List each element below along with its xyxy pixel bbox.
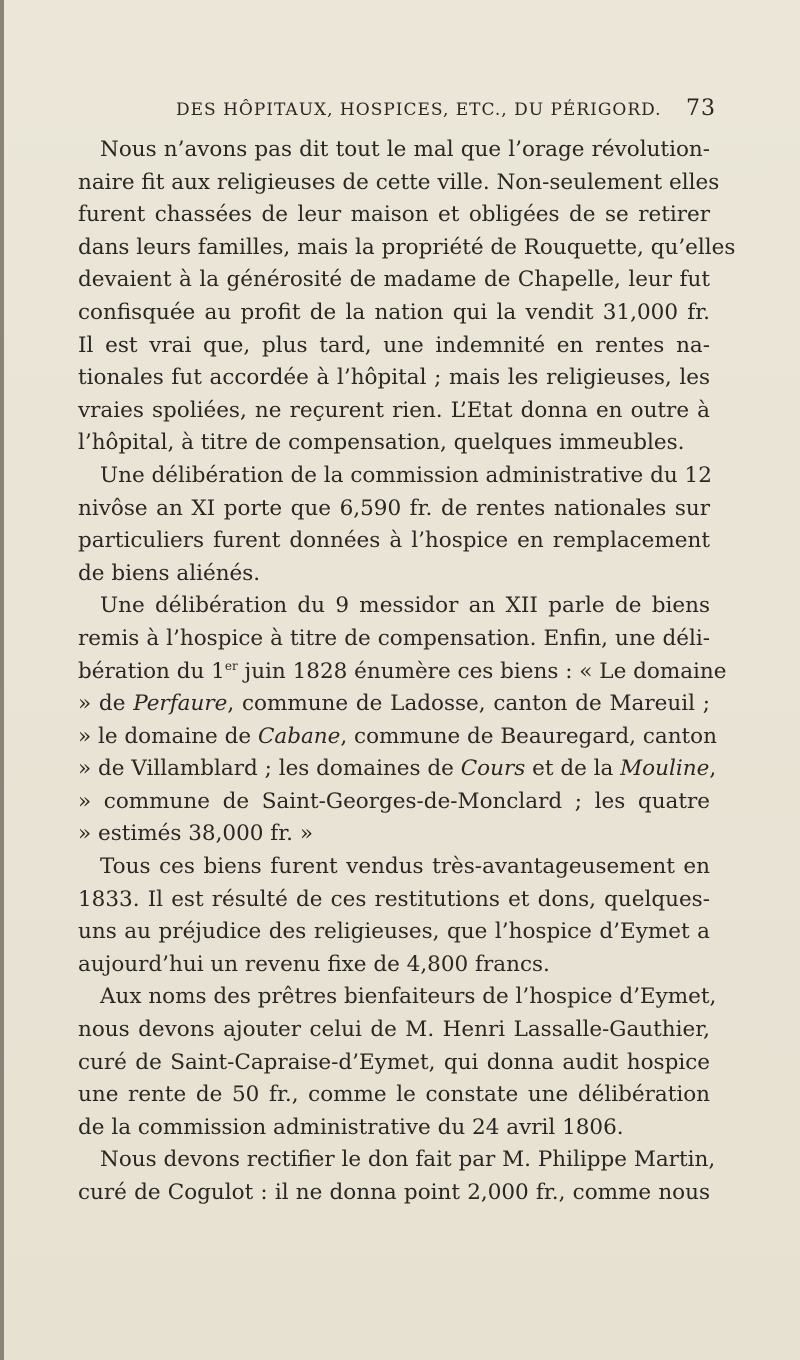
text-line: » estimés 38,000 fr. » bbox=[78, 821, 313, 847]
text-line: l’hôpital, à titre de compensation, quelques immeubles. bbox=[78, 430, 685, 456]
text-line: particuliers furent données à l’hospice en remplacement bbox=[78, 528, 710, 554]
text-line: bération du 1er juin 1828 énumère ces biens : « Le domaine bbox=[78, 658, 727, 684]
text-line: nous devons ajouter celui de M. Henri Lassalle-Gauthier, bbox=[78, 1017, 710, 1043]
text-line: Une délibération de la commission administrative du 12 bbox=[100, 462, 712, 488]
text-line: nivôse an XI porte que 6,590 fr. de rentes nationales sur bbox=[78, 495, 710, 521]
text-line: » commune de Saint-Georges-de-Monclard ; les quatre bbox=[78, 788, 710, 814]
text-line: » de Perfaure, commune de Ladosse, canton de Mareuil ; bbox=[78, 691, 710, 717]
text-line: furent chassées de leur maison et obligées de se retirer bbox=[78, 202, 710, 228]
text-line: Aux noms des prêtres bienfaiteurs de l’hospice d’Eymet, bbox=[100, 984, 717, 1010]
text-line: Tous ces biens furent vendus très-avantageusement en bbox=[100, 854, 710, 880]
text-line: naire fit aux religieuses de cette ville. Non-seulement elles bbox=[78, 169, 720, 195]
text-line: aujourd’hui un revenu fixe de 4,800 francs. bbox=[78, 951, 550, 977]
text-line: Il est vrai que, plus tard, une indemnité en rentes na- bbox=[78, 332, 710, 358]
text-line: une rente de 50 fr., comme le constate une délibération bbox=[78, 1082, 710, 1108]
running-title: DES HÔPITAUX, HOSPICES, ETC., DU PÉRIGORD. bbox=[176, 100, 662, 120]
text-line: vraies spoliées, ne reçurent rien. L’Etat donna en outre à bbox=[78, 397, 710, 423]
text-line: dans leurs familles, mais la propriété de Rouquette, qu’elles bbox=[78, 234, 736, 260]
text-line: uns au préjudice des religieuses, que l’hospice d’Eymet a bbox=[78, 919, 710, 945]
page-edge bbox=[0, 0, 4, 1360]
text-line: » le domaine de Cabane, commune de Beauregard, canton bbox=[78, 723, 717, 749]
text-line: de biens aliénés. bbox=[78, 560, 261, 586]
text-line: curé de Saint-Capraise-d’Eymet, qui donna audit hospice bbox=[78, 1049, 710, 1075]
text-line: devaient à la générosité de madame de Chapelle, leur fut bbox=[78, 267, 710, 293]
text-line: tionales fut accordée à l’hôpital ; mais les religieuses, les bbox=[78, 365, 710, 391]
text-line: Nous n’avons pas dit tout le mal que l’orage révolution- bbox=[100, 137, 710, 162]
text-line: remis à l’hospice à titre de compensation. Enfin, une déli- bbox=[78, 625, 710, 651]
body-text bbox=[78, 134, 736, 1210]
text-line: Une délibération du 9 messidor an XII parle de biens bbox=[100, 593, 710, 619]
page-header bbox=[176, 96, 716, 126]
page-number: 73 bbox=[686, 96, 716, 121]
text-line: 1833. Il est résulté de ces restitutions et dons, quelques- bbox=[78, 886, 710, 912]
text-line: confisquée au profit de la nation qui la vendit 31,000 fr. bbox=[78, 299, 710, 325]
text-line: de la commission administrative du 24 avril 1806. bbox=[78, 1114, 624, 1140]
text-line: curé de Cogulot : il ne donna point 2,000 fr., comme nous bbox=[78, 1180, 710, 1205]
text-line: » de Villamblard ; les domaines de Cours et de la Mouline, bbox=[78, 756, 717, 782]
text-line: Nous devons rectifier le don fait par M. Philippe Martin, bbox=[100, 1147, 716, 1173]
